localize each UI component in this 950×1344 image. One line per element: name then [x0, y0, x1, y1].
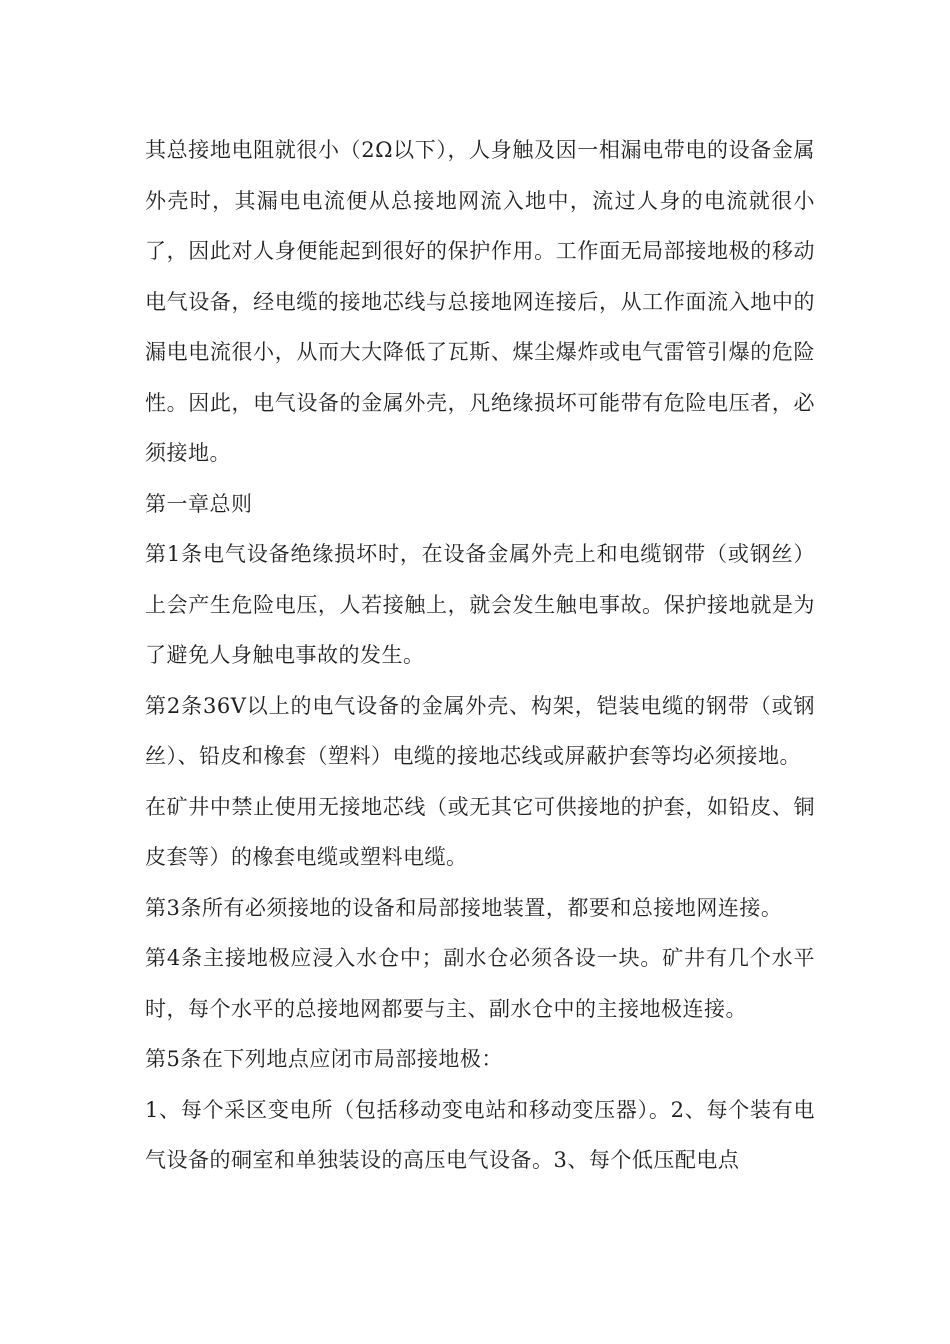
article-4: 第4条主接地极应浸入水仓中；副水仓必须各设一块。矿井有几个水平时，每个水平的总接地网都要与主、副水仓中的主接地极连接。: [145, 946, 815, 1021]
document-body: [145, 125, 815, 1186]
paragraph-grounding-intro: 其总接地电阻就很小（2Ω以下），人身触及因一相漏电带电的设备金属外壳时，其漏电电流便从总接地网流入地中，流过人身的电流就很小了，因此对人身便能起到很好的保护作用。工作面无局部接地极的移动电气设备，经电缆的接地芯线与总接地网连接后，从工作面流入地中的漏电电流很小，从而大大降低了瓦斯、煤尘爆炸或电气雷管引爆的危险性。因此，电气设备的金属外壳，凡绝缘损坏可能带有危险电压者，必须接地。: [145, 138, 815, 465]
chapter-heading: 第一章总则: [145, 491, 253, 516]
article-5: 第5条在下列地点应闭市局部接地极：: [145, 1047, 503, 1071]
article-3: 第3条所有必须接地的设备和局部接地装置，都要和总接地网连接。: [145, 895, 783, 920]
article-2-note: 在矿井中禁止使用无接地芯线（或无其它可供接地的护套，如铅皮、铜皮套等）的橡套电缆或塑料电缆。: [145, 794, 815, 869]
article-1: 第1条电气设备绝缘损坏时，在设备金属外壳上和电缆钢带（或钢丝）上会产生危险电压，人若接触上，就会发生触电事故。保护接地就是为了避免人身触电事故的发生。: [145, 542, 815, 667]
article-5-list: 1、每个采区变电所（包括移动变电站和移动变压器）。2、每个装有电气设备的硐室和单独装设的高压电气设备。3、每个低压配电点: [145, 1097, 815, 1172]
article-2: 第2条36V以上的电气设备的金属外壳、构架，铠装电缆的钢带（或钢丝）、铅皮和橡套（塑料）电缆的接地芯线或屏蔽护套等均必须接地。: [145, 693, 815, 768]
